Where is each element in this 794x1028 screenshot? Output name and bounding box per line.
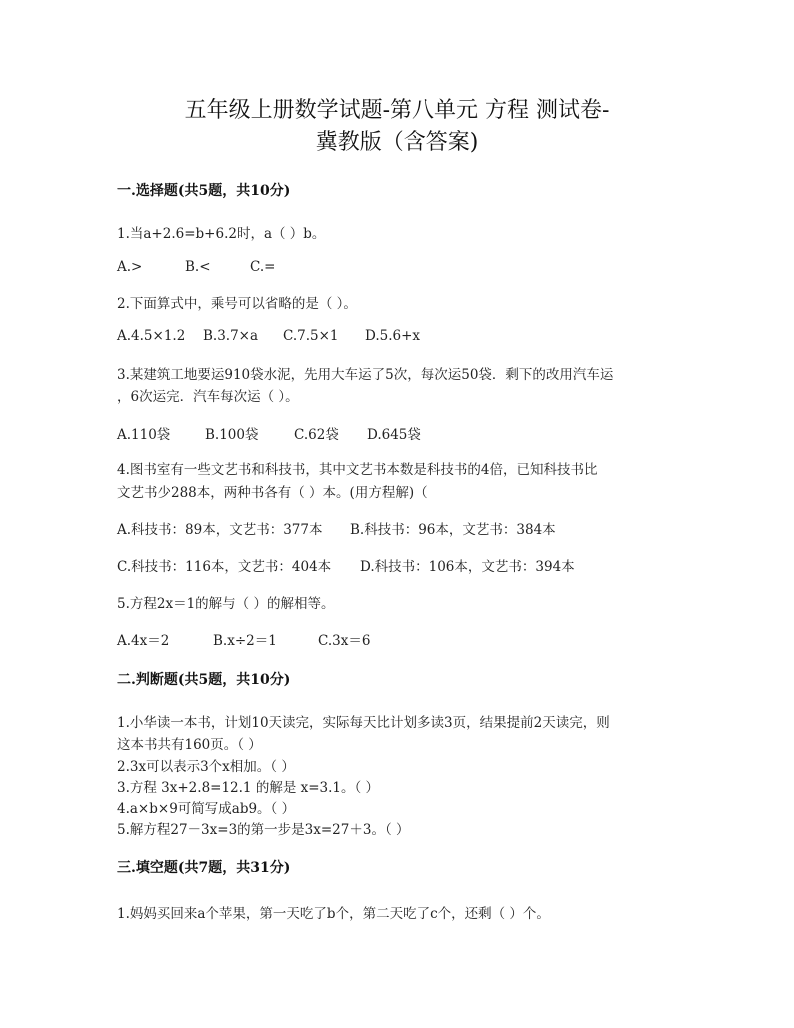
question-text: 5.方程2x＝1的解与（ ）的解相等。 — [117, 596, 335, 612]
question-text-line-1: 3.某建筑工地要运910袋水泥，先用大车运了5次，每次运50袋．剩下的改用汽车运 — [117, 367, 614, 383]
judgement-line: 这本书共有160页。（ ） — [117, 737, 262, 753]
option-b: B.科技书：96本，文艺书：384本 — [350, 522, 556, 538]
question-text-line-2: 文艺书少288本，两种书各有（ ）本。(用方程解)（ — [117, 485, 428, 501]
option-b: B.3.7×a — [203, 328, 259, 344]
judgement-line: 4.a×b×9可简写成ab9。（ ） — [117, 801, 296, 817]
option-c: C.科技书：116本，文艺书：404本 — [117, 559, 332, 575]
document-title-line-2: 冀教版（含答案) — [315, 130, 479, 155]
question-text: 1.当a+2.6=b+6.2时，a（ ）b。 — [117, 226, 326, 242]
question-text-line-2: ，6次运完．汽车每次运（ ）。 — [117, 389, 299, 405]
section-heading-choice: 一.选择题(共5题，共10分) — [117, 183, 291, 199]
option-a: A.4.5×1.2 — [117, 328, 186, 344]
fill-in-line: 1.妈妈买回来a个苹果，第一天吃了b个，第二天吃了c个，还剩（ ）个。 — [117, 906, 550, 922]
option-c: C.= — [250, 259, 276, 275]
option-c: C.3x＝6 — [318, 633, 371, 649]
option-a: A.> — [117, 259, 143, 275]
option-a: A.科技书：89本，文艺书：377本 — [117, 522, 323, 538]
option-d: D.科技书：106本，文艺书：394本 — [360, 559, 575, 575]
judgement-line: 1.小华读一本书，计划10天读完，实际每天比计划多读3页，结果提前2天读完，则 — [117, 715, 610, 731]
question-text: 2.下面算式中，乘号可以省略的是（ ）。 — [117, 296, 357, 312]
option-d: D.5.6+x — [365, 328, 421, 344]
option-b: B.100袋 — [205, 427, 259, 443]
document-title-line-1: 五年级上册数学试题-第八单元 方程 测试卷- — [184, 98, 610, 123]
section-heading-fill-in: 三.填空题(共7题，共31分) — [117, 860, 291, 876]
option-a: A.110袋 — [117, 427, 171, 443]
option-d: D.645袋 — [367, 427, 421, 443]
option-b: B.x÷2＝1 — [213, 633, 277, 649]
judgement-line: 3.方程 3x+2.8=12.1 的解是 x=3.1。（ ） — [117, 780, 380, 796]
question-text-line-1: 4.图书室有一些文艺书和科技书，其中文艺书本数是科技书的4倍，已知科技书比 — [117, 462, 598, 478]
option-a: A.4x＝2 — [117, 633, 170, 649]
section-heading-judgement: 二.判断题(共5题，共10分) — [117, 672, 291, 688]
judgement-line: 2.3x可以表示3个x相加。（ ） — [117, 759, 295, 775]
judgement-line: 5.解方程27－3x=3的第一步是3x=27＋3。（ ） — [117, 822, 410, 838]
option-c: C.62袋 — [294, 427, 339, 443]
option-b: B.< — [185, 259, 211, 275]
option-c: C.7.5×1 — [283, 328, 339, 344]
